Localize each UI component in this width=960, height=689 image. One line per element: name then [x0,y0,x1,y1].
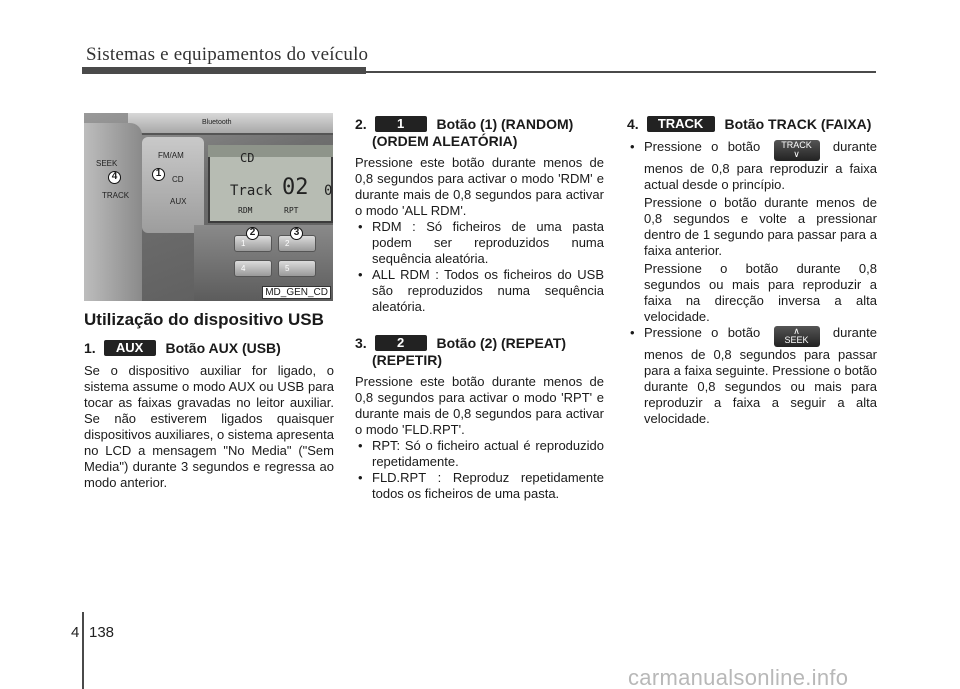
bullet-1-text: durante menos de 0,8 para reproduzir a faixa actual desde o princípio. [644,139,877,192]
button-2-badge: 2 [375,335,427,351]
item-1-heading [84,340,334,357]
column-1 [84,308,334,491]
item-1-title: Botão AUX (USB) [165,340,281,356]
figure-lcd-bar [208,145,333,157]
item-4-bullets [627,139,877,193]
track-button-icon: TRACK ∨ [774,140,820,161]
figure-label-aux: AUX [170,197,187,206]
figure-lcd-zero: 0 [324,183,333,199]
list-item: • FLD.RPT : Reproduz repetidamente todos os ficheiros de uma pasta. [355,470,604,502]
bullet-2-text: durante menos de 0,8 segundos para passar para a faixa seguinte. Pressione o botão durante 0,8 segundos ou mais para reproduzir a faixa a seguir a alta velocidade. [644,325,877,426]
figure-lcd-cd: CD [240,151,255,165]
section-heading: Utilização do dispositivo USB [84,310,324,329]
figure-left-panel [84,123,142,301]
footer-section-number: 4 [71,624,80,641]
aux-badge: AUX [104,340,156,356]
item-3-bullets [355,438,604,502]
item-2-bullets [355,219,604,315]
figure-caption: MD_GEN_CD [262,286,331,299]
page-header-title: Sistemas e equipamentos do veículo [86,44,369,65]
figure-lcd-rdm: RDM [238,206,253,215]
item-3-heading [355,335,604,352]
item-2-heading [355,116,604,133]
item-2-title-b: (ORDEM ALEATÓRIA) [372,133,518,149]
track-badge: TRACK [647,116,715,132]
item-4-bullets-2 [627,325,877,427]
figure-callout-4: 4 [108,171,121,184]
item-2-number: 2. [355,116,367,132]
bullet-1-lead: Pressione o botão [644,139,761,154]
figure-key-2: 2 [278,235,316,252]
list-item [627,325,877,427]
bullet-1-para-3: Pressione o botão durante 0,8 segundos ou mais para reproduzir a faixa na direcção inversa a alta velocidade. [644,261,877,324]
figure-label-bluetooth: Bluetooth [202,119,232,126]
figure-callout-3: 3 [290,227,303,240]
item-2-text: Pressione este botão durante menos de 0,8 segundos para activar o modo 'RDM' e durante mais de 0,8 segundos para activar o modo 'ALL RDM'. [355,155,604,218]
figure-label-cd: CD [172,175,184,184]
item-3-title-b: (REPETIR) [372,352,442,368]
seek-button-icon: ∧ SEEK [774,326,820,347]
figure-callout-2: 2 [246,227,259,240]
item-4-number: 4. [627,116,639,132]
list-item: • RPT: Só o ficheiro actual é reproduzido repetidamente. [355,438,604,470]
figure-label-fmam: FM/AM [158,151,184,160]
item-4-title: Botão TRACK (FAIXA) [724,116,872,132]
figure-callout-1: 1 [152,168,165,181]
figure-lcd-number: 02 [282,175,309,200]
figure-key-4: 4 [234,260,272,277]
figure-key-1: 1 [234,235,272,252]
header-rule [82,71,876,73]
item-1-text: Se o dispositivo auxiliar for ligado, o sistema assume o modo AUX ou USB para tocar as faixas gravadas no leitor auxiliar. Se não estiverem ligados quaisquer dispositivos auxiliares, o sistema apresenta no LCD a mensagem "No Media" ("Sem Media") durante 3 segundos e regressa ao modo anterior. [84,363,335,490]
footer-page-number: 138 [89,624,115,641]
item-4-heading [627,116,877,133]
list-item: • RDM : Só ficheiros de uma pasta podem ser reproduzidos numa sequência aleatória. [355,219,604,267]
item-1-number: 1. [84,340,96,356]
list-item [627,139,877,193]
footer-rule [82,612,84,689]
item-3-text: Pressione este botão durante menos de 0,8 segundos para activar o modo 'RPT' e durante mais de 0,8 segundos para activar o modo 'FLD.RPT'. [355,374,604,437]
audio-unit-figure [84,113,333,301]
figure-lcd-rpt: RPT [284,206,299,215]
column-2 [355,116,604,502]
bullet-1-para-2: Pressione o botão durante menos de 0,8 segundos e volte a pressionar dentro de 1 segundo para passar para a faixa anterior. [644,195,877,258]
list-item: • ALL RDM : Todos os ficheiros do USB são reproduzidos numa sequência aleatória. [355,267,604,315]
item-3-number: 3. [355,335,367,351]
button-1-badge: 1 [375,116,427,132]
figure-lcd-track: Track [230,183,273,199]
item-2-title-a: Botão (1) (RANDOM) [436,116,574,132]
column-3 [627,116,877,427]
item-3-title-a: Botão (2) (REPEAT) [436,335,567,351]
figure-label-track: TRACK [102,191,130,200]
figure-label-seek: SEEK [96,159,118,168]
watermark: carmanualsonline.info [628,665,849,689]
figure-key-5: 5 [278,260,316,277]
bullet-2-lead: Pressione o botão [644,325,761,340]
